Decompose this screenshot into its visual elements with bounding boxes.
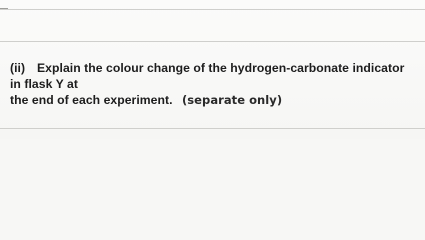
question-text-line-2-row xyxy=(10,92,415,108)
answer-line xyxy=(0,128,425,129)
question-text-line-2: the end of each experiment. xyxy=(10,93,173,107)
question-block xyxy=(10,60,415,108)
question-text-line-1: Explain the colour change of the hydrogen-carbonate indicator in flask Y at xyxy=(10,61,405,91)
question-number: (ii) xyxy=(10,61,26,75)
answer-line xyxy=(0,41,425,42)
separate-only-note: (separate only) xyxy=(181,93,283,107)
answer-line xyxy=(0,9,425,10)
